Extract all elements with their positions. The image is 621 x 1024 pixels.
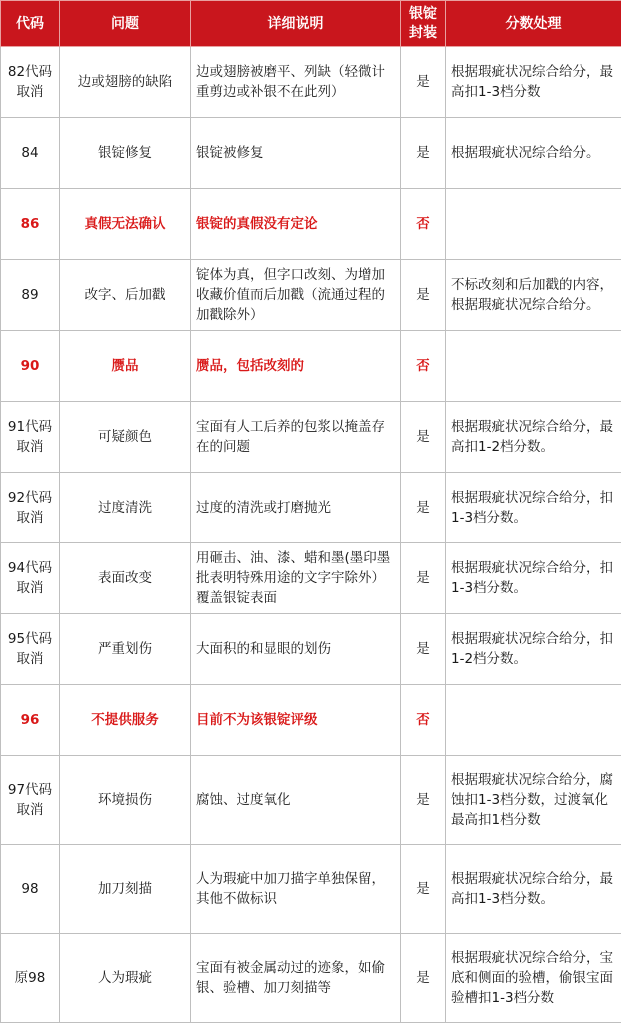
row-code: 90	[1, 331, 60, 402]
table-row	[1, 934, 621, 1023]
row-sealed: 否	[401, 685, 446, 756]
row-description: 人为瑕疵中加刀描字单独保留，其他不做标识	[191, 845, 401, 934]
row-sealed: 是	[401, 260, 446, 331]
row-issue: 加刀刻描	[60, 845, 191, 934]
row-description: 银锭的真假没有定论	[191, 189, 401, 260]
row-description: 宝面有被金属动过的迹象，如偷银、验槽、加刀刻描等	[191, 934, 401, 1023]
row-description: 边或翅膀被磨平、列缺（轻微计重剪边或补银不在此列）	[191, 47, 401, 118]
row-issue: 改字、后加戳	[60, 260, 191, 331]
table-row	[1, 331, 621, 402]
row-sealed: 是	[401, 934, 446, 1023]
table-row	[1, 845, 621, 934]
header-score: 分数处理	[446, 1, 621, 47]
row-code: 92代码取消	[1, 473, 60, 543]
row-description: 大面积的和显眼的划伤	[191, 614, 401, 685]
table-row	[1, 614, 621, 685]
row-code: 94代码取消	[1, 543, 60, 614]
table-body	[1, 47, 621, 1023]
row-score: 根据瑕疵状况综合给分，最高扣1-3档分数	[446, 47, 621, 118]
header-sealed: 银锭封装	[401, 1, 446, 47]
row-score: 根据瑕疵状况综合给分，最高扣1-2档分数。	[446, 402, 621, 473]
row-description: 银锭被修复	[191, 118, 401, 189]
row-score: 根据瑕疵状况综合给分，宝底和侧面的验槽，偷银宝面验槽扣1-3档分数	[446, 934, 621, 1023]
row-sealed: 否	[401, 331, 446, 402]
table-row	[1, 685, 621, 756]
row-score: 根据瑕疵状况综合给分。	[446, 118, 621, 189]
table-row	[1, 260, 621, 331]
row-code: 82代码取消	[1, 47, 60, 118]
row-description: 宝面有人工后养的包浆以掩盖存在的问题	[191, 402, 401, 473]
row-sealed: 是	[401, 543, 446, 614]
row-issue: 严重划伤	[60, 614, 191, 685]
table-row	[1, 543, 621, 614]
row-score: 根据瑕疵状况综合给分，最高扣1-3档分数。	[446, 845, 621, 934]
row-score	[446, 189, 621, 260]
table-row	[1, 402, 621, 473]
row-issue: 环境损伤	[60, 756, 191, 845]
row-code: 96	[1, 685, 60, 756]
row-description: 锭体为真，但字口改刻、为增加收藏价值而后加戳（流通过程的加戳除外）	[191, 260, 401, 331]
row-code: 89	[1, 260, 60, 331]
row-issue: 边或翅膀的缺陷	[60, 47, 191, 118]
row-code: 86	[1, 189, 60, 260]
row-issue: 真假无法确认	[60, 189, 191, 260]
row-issue: 银锭修复	[60, 118, 191, 189]
row-score	[446, 331, 621, 402]
row-sealed: 否	[401, 189, 446, 260]
row-score: 根据瑕疵状况综合给分，扣1-3档分数。	[446, 543, 621, 614]
table-row	[1, 756, 621, 845]
row-description: 赝品，包括改刻的	[191, 331, 401, 402]
row-issue: 不提供服务	[60, 685, 191, 756]
row-sealed: 是	[401, 402, 446, 473]
row-issue: 过度清洗	[60, 473, 191, 543]
table-row	[1, 189, 621, 260]
row-score: 根据瑕疵状况综合给分，腐蚀扣1-3档分数，过渡氧化最高扣1档分数	[446, 756, 621, 845]
row-issue: 表面改变	[60, 543, 191, 614]
row-score	[446, 685, 621, 756]
table-row	[1, 118, 621, 189]
table-header-row	[1, 1, 621, 47]
row-issue: 可疑颜色	[60, 402, 191, 473]
row-sealed: 是	[401, 47, 446, 118]
row-description: 腐蚀、过度氧化	[191, 756, 401, 845]
row-code: 91代码取消	[1, 402, 60, 473]
row-sealed: 是	[401, 614, 446, 685]
row-description: 用砸击、油、漆、蜡和墨(墨印墨批表明特殊用途的文字宇除外）覆盖银锭表面	[191, 543, 401, 614]
row-description: 过度的清洗或打磨抛光	[191, 473, 401, 543]
row-sealed: 是	[401, 118, 446, 189]
row-code: 98	[1, 845, 60, 934]
row-score: 根据瑕疵状况综合给分，扣1-3档分数。	[446, 473, 621, 543]
table-row	[1, 47, 621, 118]
header-code: 代码	[1, 1, 60, 47]
row-code: 97代码取消	[1, 756, 60, 845]
header-issue: 问题	[60, 1, 191, 47]
row-code: 原98	[1, 934, 60, 1023]
row-issue: 赝品	[60, 331, 191, 402]
header-description: 详细说明	[191, 1, 401, 47]
row-issue: 人为瑕疵	[60, 934, 191, 1023]
row-description: 目前不为该银锭评级	[191, 685, 401, 756]
row-sealed: 是	[401, 845, 446, 934]
row-score: 不标改刻和后加戳的内容，根据瑕疵状况综合给分。	[446, 260, 621, 331]
row-code: 84	[1, 118, 60, 189]
row-code: 95代码取消	[1, 614, 60, 685]
row-sealed: 是	[401, 473, 446, 543]
table-row	[1, 473, 621, 543]
row-score: 根据瑕疵状况综合给分，扣1-2档分数。	[446, 614, 621, 685]
row-sealed: 是	[401, 756, 446, 845]
